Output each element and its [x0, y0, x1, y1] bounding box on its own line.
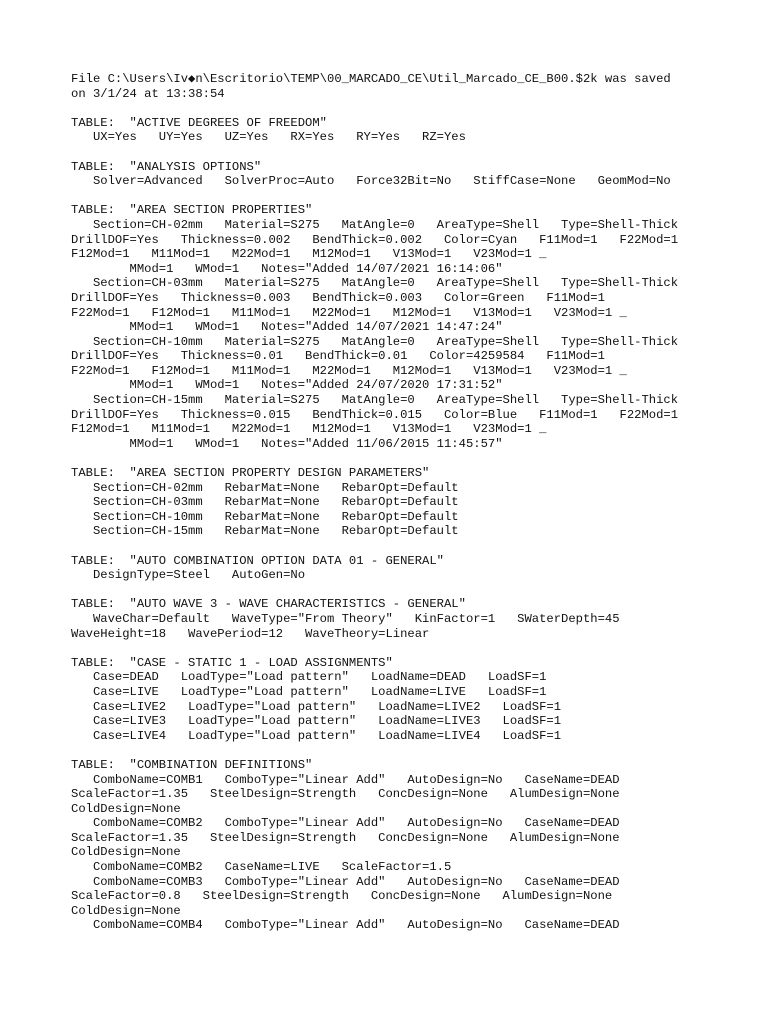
text-line: Section=CH-03mm Material=S275 MatAngle=0 AreaType=Shell Type=Shell-Thick	[71, 276, 679, 291]
text-line: ColdDesign=None	[71, 903, 181, 918]
text-line	[71, 743, 761, 758]
text-line: ComboName=COMB4 ComboType="Linear Add" AutoDesign=No CaseName=DEAD	[71, 918, 620, 933]
text-line: Section=CH-15mm Material=S275 MatAngle=0 AreaType=Shell Type=Shell-Thick	[71, 393, 679, 408]
text-line: DrillDOF=Yes Thickness=0.002 BendThick=0.002 Color=Cyan F11Mod=1 F22Mod=1	[71, 232, 679, 247]
text-line: MMod=1 WMod=1 Notes="Added 14/07/2021 16:14:06"	[71, 261, 503, 276]
document-text	[71, 72, 761, 933]
text-line: TABLE: "ANALYSIS OPTIONS"	[71, 159, 262, 174]
text-line: ComboName=COMB3 ComboType="Linear Add" AutoDesign=No CaseName=DEAD	[71, 874, 620, 889]
text-line: UX=Yes UY=Yes UZ=Yes RX=Yes RY=Yes RZ=Yes	[71, 130, 466, 145]
text-line: ComboName=COMB2 CaseName=LIVE ScaleFactor=1.5	[71, 860, 452, 875]
text-line: DrillDOF=Yes Thickness=0.003 BendThick=0.003 Color=Green F11Mod=1	[71, 290, 605, 305]
text-line	[71, 641, 761, 656]
text-line	[71, 583, 761, 598]
text-line: MMod=1 WMod=1 Notes="Added 14/07/2021 14:47:24"	[71, 320, 503, 335]
text-line: TABLE: "CASE - STATIC 1 - LOAD ASSIGNMENTS"	[71, 655, 393, 670]
text-line: Solver=Advanced SolverProc=Auto Force32Bit=No StiffCase=None GeomMod=No	[71, 174, 671, 189]
text-line: TABLE: "COMBINATION DEFINITIONS"	[71, 757, 313, 772]
text-line: TABLE: "AREA SECTION PROPERTY DESIGN PARAMETERS"	[71, 466, 430, 481]
text-line: F12Mod=1 M11Mod=1 M22Mod=1 M12Mod=1 V13Mod=1 V23Mod=1 _	[71, 422, 547, 437]
text-line: on 3/1/24 at 13:38:54	[71, 86, 225, 101]
text-line: ScaleFactor=1.35 SteelDesign=Strength ConcDesign=None AlumDesign=None	[71, 830, 620, 845]
text-line: Case=LIVE3 LoadType="Load pattern" LoadName=LIVE3 LoadSF=1	[71, 714, 562, 729]
text-line	[71, 145, 761, 160]
text-line: F12Mod=1 M11Mod=1 M22Mod=1 M12Mod=1 V13Mod=1 V23Mod=1 _	[71, 247, 547, 262]
text-line: DesignType=Steel AutoGen=No	[71, 568, 306, 583]
text-line: ScaleFactor=0.8 SteelDesign=Strength ConcDesign=None AlumDesign=None	[71, 889, 613, 904]
text-line	[71, 189, 761, 204]
text-line: ColdDesign=None	[71, 801, 181, 816]
text-line: TABLE: "ACTIVE DEGREES OF FREEDOM"	[71, 115, 327, 130]
text-line: DrillDOF=Yes Thickness=0.01 BendThick=0.01 Color=4259584 F11Mod=1	[71, 349, 605, 364]
text-line: Section=CH-03mm RebarMat=None RebarOpt=Default	[71, 495, 459, 510]
text-line: ScaleFactor=1.35 SteelDesign=Strength ConcDesign=None AlumDesign=None	[71, 787, 620, 802]
text-line: ColdDesign=None	[71, 845, 181, 860]
text-line: TABLE: "AREA SECTION PROPERTIES"	[71, 203, 313, 218]
text-line: TABLE: "AUTO COMBINATION OPTION DATA 01 - GENERAL"	[71, 553, 444, 568]
text-line: Case=LIVE4 LoadType="Load pattern" LoadName=LIVE4 LoadSF=1	[71, 728, 562, 743]
text-line: Case=DEAD LoadType="Load pattern" LoadName=DEAD LoadSF=1	[71, 670, 547, 685]
text-line: Section=CH-02mm Material=S275 MatAngle=0 AreaType=Shell Type=Shell-Thick	[71, 217, 679, 232]
text-line: F22Mod=1 F12Mod=1 M11Mod=1 M22Mod=1 M12Mod=1 V13Mod=1 V23Mod=1 _	[71, 363, 627, 378]
text-line: TABLE: "AUTO WAVE 3 - WAVE CHARACTERISTICS - GENERAL"	[71, 597, 466, 612]
text-line: WaveHeight=18 WavePeriod=12 WaveTheory=Linear	[71, 626, 430, 641]
text-line: Section=CH-10mm Material=S275 MatAngle=0 AreaType=Shell Type=Shell-Thick	[71, 334, 679, 349]
text-line: ComboName=COMB1 ComboType="Linear Add" AutoDesign=No CaseName=DEAD	[71, 772, 620, 787]
text-line: Case=LIVE LoadType="Load pattern" LoadName=LIVE LoadSF=1	[71, 684, 547, 699]
text-line	[71, 451, 761, 466]
text-line: File C:\Users\Iv◆n\Escritorio\TEMP\00_MARCADO_CE\Util_Marcado_CE_B00.$2k was saved	[71, 72, 671, 86]
text-line: ComboName=COMB2 ComboType="Linear Add" AutoDesign=No CaseName=DEAD	[71, 816, 620, 831]
text-line	[71, 101, 761, 116]
text-line: WaveChar=Default WaveType="From Theory" KinFactor=1 SWaterDepth=45	[71, 611, 620, 626]
text-line: Section=CH-02mm RebarMat=None RebarOpt=Default	[71, 480, 459, 495]
text-line: Case=LIVE2 LoadType="Load pattern" LoadName=LIVE2 LoadSF=1	[71, 699, 562, 714]
text-line: Section=CH-15mm RebarMat=None RebarOpt=Default	[71, 524, 459, 539]
text-line: MMod=1 WMod=1 Notes="Added 11/06/2015 11:45:57"	[71, 436, 503, 451]
text-line: DrillDOF=Yes Thickness=0.015 BendThick=0.015 Color=Blue F11Mod=1 F22Mod=1	[71, 407, 679, 422]
text-line: MMod=1 WMod=1 Notes="Added 24/07/2020 17:31:52"	[71, 378, 503, 393]
text-line: F22Mod=1 F12Mod=1 M11Mod=1 M22Mod=1 M12Mod=1 V13Mod=1 V23Mod=1 _	[71, 305, 627, 320]
text-line	[71, 539, 761, 554]
text-line: Section=CH-10mm RebarMat=None RebarOpt=Default	[71, 509, 459, 524]
